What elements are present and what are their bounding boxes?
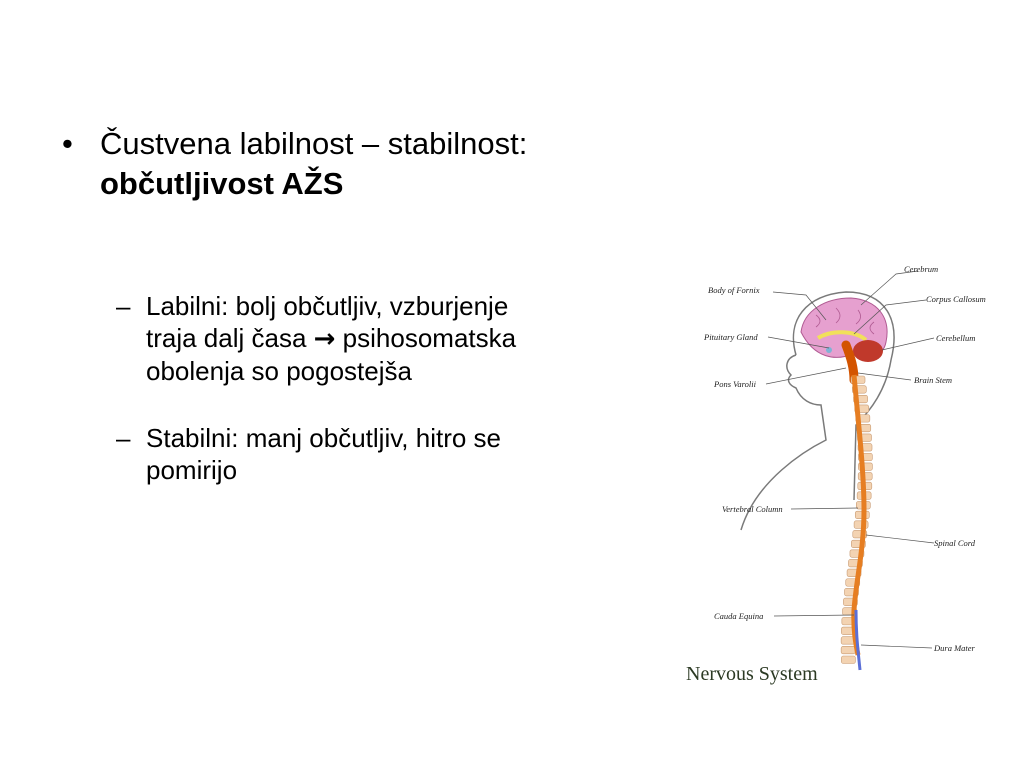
nervous-system-illustration bbox=[686, 250, 996, 700]
label-cauda-equina: Cauda Equina bbox=[714, 611, 764, 621]
label-pons-varolii: Pons Varolii bbox=[714, 379, 756, 389]
main-bullet-text: Čustvena labilnost – stabilnost: bbox=[100, 126, 528, 161]
label-pituitary-gland: Pituitary Gland bbox=[704, 332, 758, 342]
sub-bullet-text: traja dalj časa bbox=[146, 323, 314, 353]
vertebra bbox=[841, 646, 855, 654]
sub-bullet-line: Stabilni: manj občutljiv, hitro se bbox=[146, 423, 502, 453]
label-cerebellum: Cerebellum bbox=[936, 333, 976, 343]
label-vertebral-column: Vertebral Column bbox=[722, 504, 783, 514]
cauda-equina-shape bbox=[856, 610, 860, 670]
label-body-of-fornix: Body of Fornix bbox=[708, 285, 760, 295]
dash-marker: – bbox=[116, 291, 131, 321]
label-cerebrum: Cerebrum bbox=[904, 264, 939, 274]
sub-bullet-line bbox=[146, 322, 656, 355]
main-bullet-bold: občutljivost AŽS bbox=[100, 166, 344, 201]
label-spinal-cord: Spinal Cord bbox=[934, 538, 976, 548]
sub-bullet-line: pomirijo bbox=[146, 455, 238, 485]
sub-bullet-text: psihosomatska bbox=[335, 323, 517, 353]
sub-bullet-line: Labilni: bolj občutljiv, vzburjenje bbox=[146, 291, 509, 321]
sub-bullet-labilni bbox=[116, 290, 656, 387]
vertebra bbox=[841, 656, 855, 664]
bullet-marker: • bbox=[62, 126, 73, 161]
label-corpus-callosum: Corpus Callosum bbox=[926, 294, 986, 304]
figure-caption: Nervous System bbox=[686, 663, 818, 685]
sub-bullet-stabilni bbox=[116, 422, 656, 486]
label-dura-mater: Dura Mater bbox=[934, 643, 975, 653]
right-arrow-icon: → bbox=[313, 324, 336, 354]
cerebellum-shape bbox=[853, 340, 883, 362]
dash-marker: – bbox=[116, 423, 131, 453]
label-brain-stem: Brain Stem bbox=[914, 375, 953, 385]
main-bullet bbox=[62, 124, 702, 204]
sub-bullet-line: obolenja so pogostejša bbox=[146, 356, 412, 386]
